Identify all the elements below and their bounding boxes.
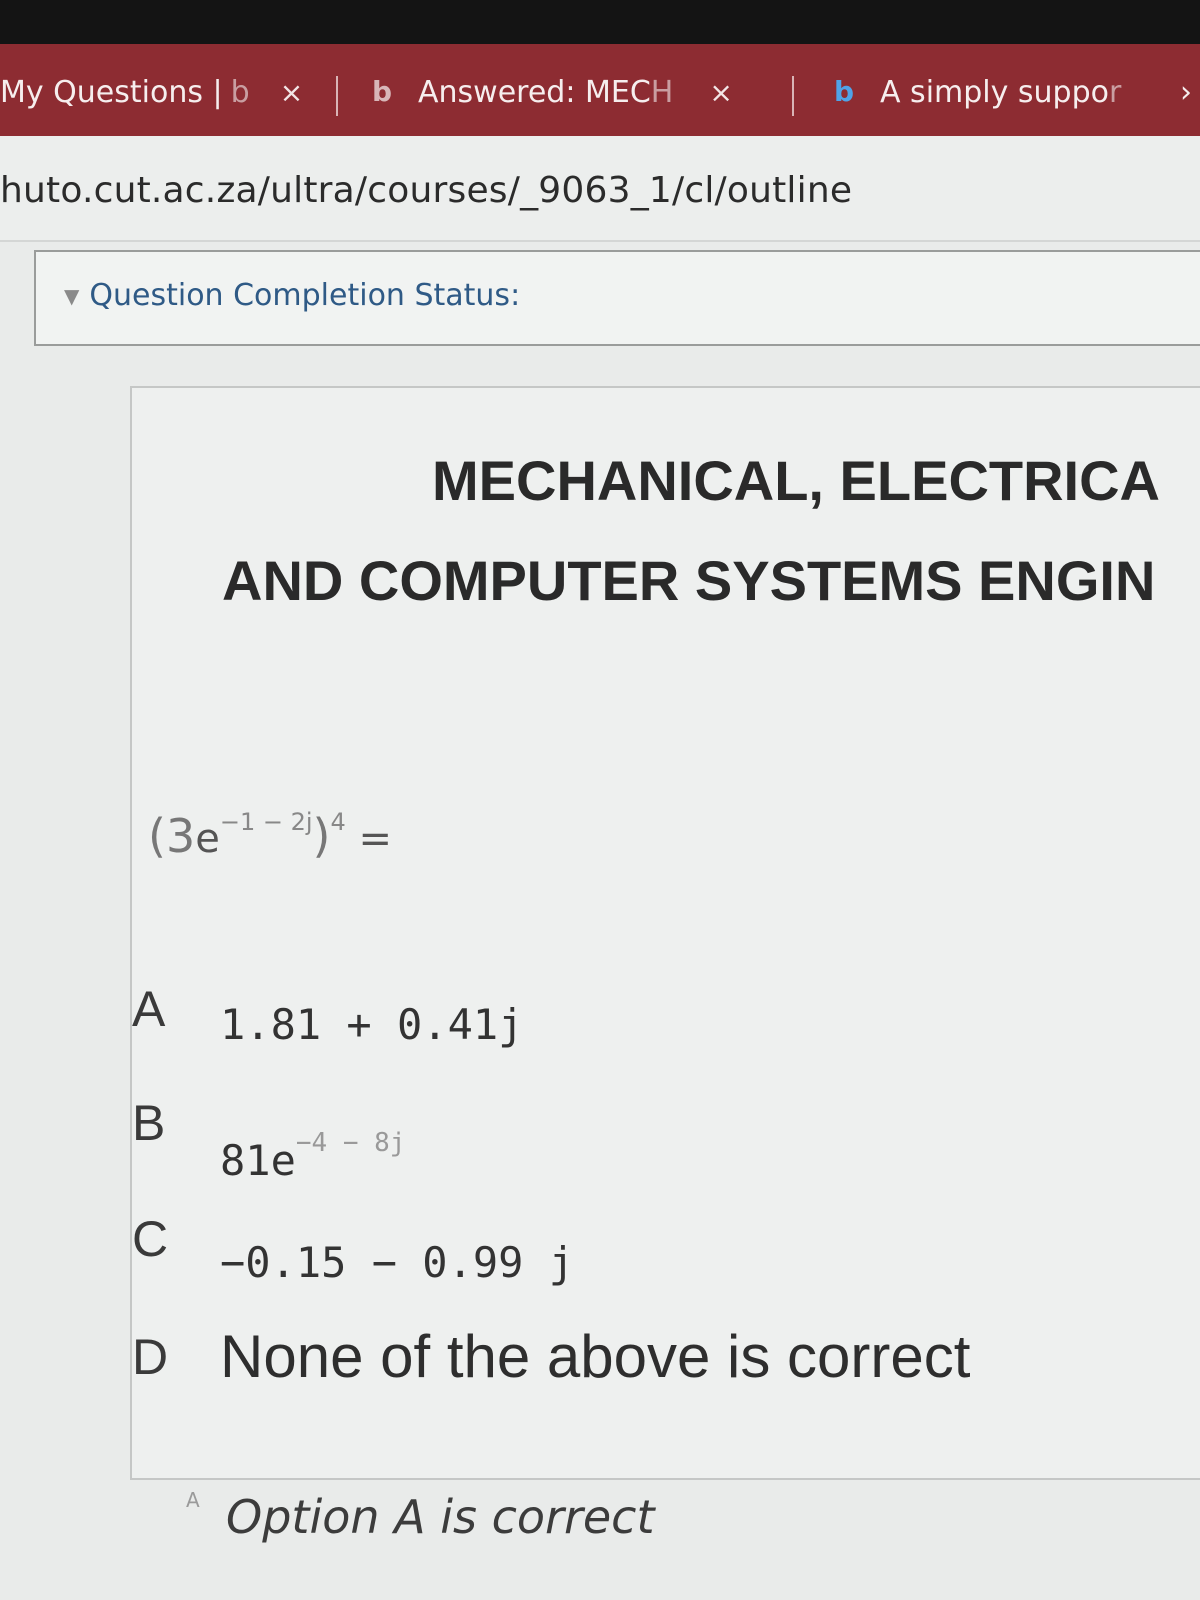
formula-equals: = xyxy=(345,816,392,862)
question-heading-line-2: AND COMPUTER SYSTEMS ENGIN xyxy=(222,549,1156,612)
answer-marker: A xyxy=(186,1488,200,1512)
question-panel xyxy=(130,386,1200,1480)
close-tab-icon[interactable]: × xyxy=(279,75,304,109)
question-formula xyxy=(148,808,392,863)
option-letter: B xyxy=(132,1095,166,1151)
option-letter: D xyxy=(132,1329,169,1385)
tab-overflow-icon[interactable]: › xyxy=(1180,74,1192,110)
tab-separator xyxy=(792,76,794,116)
answer-text: Option A is correct xyxy=(226,1490,655,1544)
option-exponent: −4 − 8j xyxy=(295,1128,406,1158)
bing-favicon-icon: b xyxy=(834,75,855,108)
question-completion-status-panel[interactable] xyxy=(34,250,1200,346)
tab-a-simply-supported[interactable] xyxy=(834,70,1121,114)
formula-base: e xyxy=(195,816,220,862)
tab-separator xyxy=(336,76,338,116)
option-text: $81e^{-4 - 8j}$ xyxy=(220,1128,406,1185)
tab-title-overflow: b xyxy=(230,74,250,110)
status-toggle[interactable] xyxy=(64,278,520,313)
screen-bezel xyxy=(0,0,1200,48)
option-letter: C xyxy=(132,1211,169,1267)
address-bar[interactable] xyxy=(0,136,1200,242)
tab-title: My Questions | xyxy=(0,74,223,110)
formula-open: (3 xyxy=(148,809,196,863)
tab-title: A simply suppo xyxy=(880,74,1109,110)
tab-title-overflow: r xyxy=(1109,74,1122,110)
question-heading-line-1: MECHANICAL, ELECTRICA xyxy=(432,449,1160,512)
url-text[interactable]: huto.cut.ac.za/ultra/courses/_9063_1/cl/outline xyxy=(0,170,853,211)
tab-title: Answered: MEC xyxy=(418,74,651,110)
tab-answered-mech[interactable] xyxy=(372,70,733,114)
formula-close: ) xyxy=(312,809,331,863)
bartleby-favicon-icon: b xyxy=(372,75,393,108)
option-letter: A xyxy=(132,981,166,1037)
browser-tab-bar xyxy=(0,44,1200,136)
tab-title-overflow: H xyxy=(650,74,674,110)
option-text: None of the above is correct xyxy=(220,1323,971,1390)
tab-my-questions[interactable] xyxy=(0,70,303,114)
formula-exponent: −1 − 2j xyxy=(219,808,313,836)
option-text: −0.15 − 0.99 j xyxy=(220,1238,575,1287)
option-text: 1.81 + 0.41j xyxy=(220,1000,524,1049)
collapse-triangle-icon: ▼ xyxy=(64,283,80,308)
status-label: Question Completion Status: xyxy=(89,278,521,313)
formula-power: 4 xyxy=(330,808,346,836)
close-tab-icon[interactable]: × xyxy=(709,75,733,109)
